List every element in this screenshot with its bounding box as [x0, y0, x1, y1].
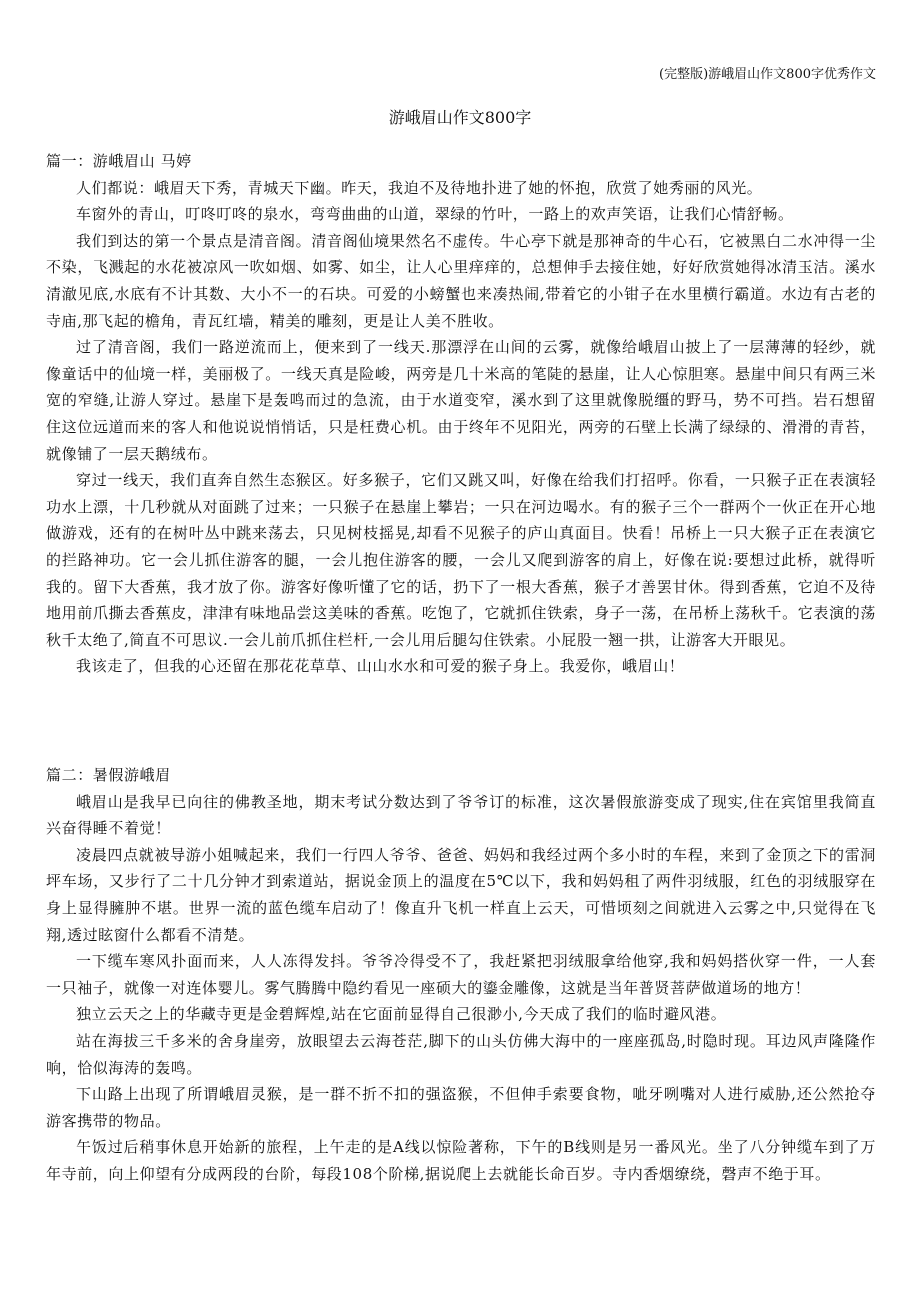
- article-one-paragraph: 过了清音阁，我们一路逆流而上，便来到了一线天.那漂浮在山间的云雾，就像给峨眉山披上了一层薄薄的轻纱，就像童话中的仙境一样，美丽极了。一线天真是险峻，两旁是几十米高的笔陡的悬崖，让人心惊胆寒。悬崖中间只有两三米宽的窄缝,让游人穿过。悬崖下是轰鸣而过的急流，由于水道变窄，溪水到了这里就像脱缰的野马，势不可挡。岩石想留住这位远道而来的客人和他说说悄悄话，只是枉费心机。由于终年不见阳光，两旁的石壁上长满了绿绿的、滑滑的青苔，就像铺了一层天鹅绒布。: [46, 338, 876, 463]
- article-two-paragraph: 午饭过后稍事休息开始新的旅程，上午走的是A线以惊险著称，下午的B线则是另一番风光。坐了八分钟缆车到了万年寺前，向上仰望有分成两段的台阶，每段108个阶梯,据说爬上去就能长命百岁。寺内香烟缭绕，磬声不绝于耳。: [46, 1138, 876, 1183]
- article-two-paragraph: 峨眉山是我早已向往的佛教圣地，期末考试分数达到了爷爷订的标准，这次暑假旅游变成了现实,住在宾馆里我简直兴奋得睡不着觉！: [46, 792, 876, 838]
- article-one-paragraph: 车窗外的青山，叮咚叮咚的泉水，弯弯曲曲的山道，翠绿的竹叶，一路上的欢声笑语，让我们心情舒畅。: [76, 205, 794, 224]
- article-one-heading: 篇一：游峨眉山 马婷: [46, 152, 192, 170]
- article-two-heading: 篇二：暑假游峨眉: [46, 766, 171, 784]
- article-one: [46, 148, 876, 680]
- article-one-paragraph: 穿过一线天，我们直奔自然生态猴区。好多猴子，它们又跳又叫，好像在给我们打招呼。你看，一只猴子正在表演轻功水上漂，十几秒就从对面跳了过来；一只猴子在悬崖上攀岩；一只在河边喝水。有的猴子三个一群两个一伙正在开心地做游戏，还有的在树叶丛中跳来荡去，只见树枝摇晃,却看不见猴子的庐山真面目。快看！吊桥上一只大猴子正在表演它的拦路神功。它一会儿抓住游客的腿，一会儿抱住游客的腰，一会儿又爬到游客的肩上，好像在说:要想过此桥，就得听我的。留下大香蕉，我才放了你。游客好像听懂了它的话，扔下了一根大香蕉，猴子才善罢甘休。得到香蕉，它迫不及待地用前爪撕去香蕉皮，津津有味地品尝这美味的香蕉。吃饱了，它就抓住铁索，身子一荡，在吊桥上荡秋千。它表演的荡秋千太绝了,简直不可思议.一会儿前爪抓住栏杆,一会儿用后腿勾住铁索。小屁股一翘一拱，让游客大开眼见。: [46, 471, 876, 649]
- article-one-paragraph: 我该走了，但我的心还留在那花花草草、山山水水和可爱的猴子身上。我爱你，峨眉山！: [76, 657, 685, 676]
- document-title: 游峨眉山作文800字: [388, 108, 532, 127]
- article-two-paragraph: 下山路上出现了所谓峨眉灵猴，是一群不折不扣的强盗猴，不但伸手索要食物，呲牙咧嘴对人进行威胁,还公然抢夺游客携带的物品。: [46, 1085, 876, 1130]
- article-one-paragraph: 人们都说：峨眉天下秀，青城天下幽。昨天，我迫不及待地扑进了她的怀抱，欣赏了她秀丽的风光。: [76, 178, 763, 197]
- article-two-paragraph: 站在海拔三千多米的舍身崖旁，放眼望去云海苍茫,脚下的山头仿佛大海中的一座座孤岛,时隐时现。耳边风声隆隆作响，恰似海涛的轰鸣。: [46, 1031, 876, 1077]
- article-two: [46, 762, 876, 1188]
- article-one-paragraph: 我们到达的第一个景点是清音阁。清音阁仙境果然名不虚传。牛心亭下就是那神奇的牛心石，它被黑白二水冲得一尘不染，飞溅起的水花被凉风一吹如烟、如雾、如尘，让人心里痒痒的，总想伸手去接住她，好好欣赏她得冰清玉洁。溪水清澈见底,水底有不计其数、大小不一的石块。可爱的小螃蟹也来凑热闹,带着它的小钳子在水里横行霸道。水边有古老的寺庙,那飞起的檐角，青瓦红墙，精美的雕刻，更是让人美不胜收。: [46, 231, 876, 330]
- article-two-paragraph: 独立云天之上的华藏寺更是金碧辉煌,站在它面前显得自己很渺小,今天成了我们的临时避风港。: [76, 1005, 727, 1024]
- article-two-paragraph: 凌晨四点就被导游小姐喊起来，我们一行四人爷爷、爸爸、妈妈和我经过两个多小时的车程，来到了金顶之下的雷洞坪车场，又步行了二十几分钟才到索道站，据说金顶上的温度在5℃以下，我和妈妈租了两件羽绒服，红色的羽绒服穿在身上显得臃肿不堪。世界一流的蓝色缆车启动了！像直升飞机一样直上云天，可惜顷刻之间就进入云雾之中,只觉得在飞翔,透过眩窗什么都看不清楚。: [46, 845, 876, 944]
- article-two-paragraph: 一下缆车寒风扑面而来，人人冻得发抖。爷爷冷得受不了，我赶紧把羽绒服拿给他穿,我和妈妈搭伙穿一件，一人套一只袖子，就像一对连体婴儿。雾气腾腾中隐约看见一座硕大的鎏金雕像，这就是当年普贤菩萨做道场的地方！: [46, 952, 876, 997]
- running-header: (完整版)游峨眉山作文800字优秀作文: [659, 67, 876, 82]
